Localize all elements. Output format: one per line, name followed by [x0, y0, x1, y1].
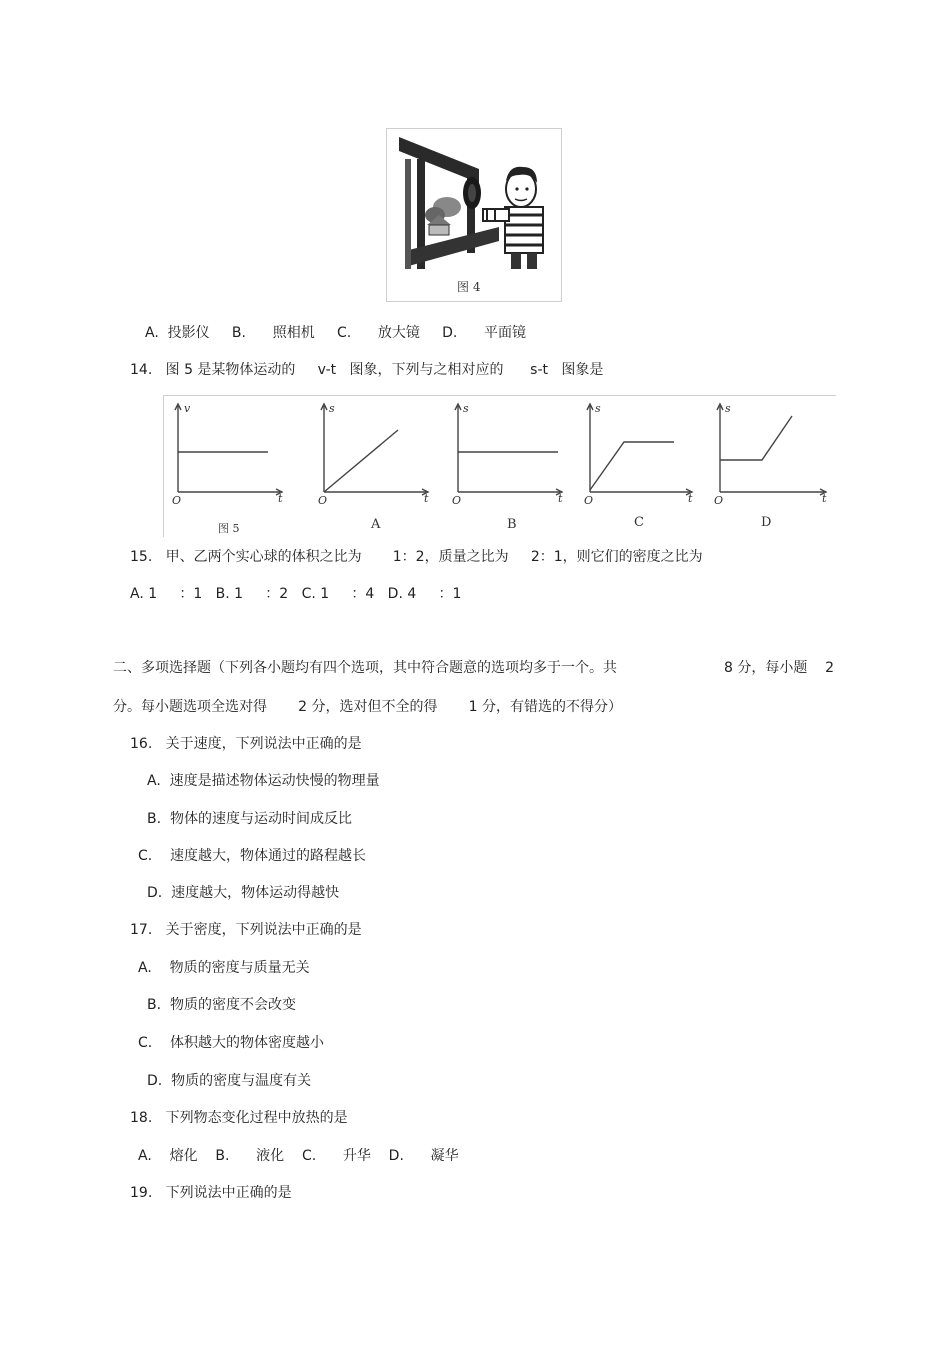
d-origin: O: [714, 494, 724, 507]
b-xlabel: t: [558, 492, 563, 505]
q16-stem: 16. 关于速度，下列说法中正确的是: [130, 736, 362, 752]
panel-a-axes: [321, 404, 428, 495]
q18-stem: 18. 下列物态变化过程中放热的是: [130, 1110, 348, 1126]
c-line: [590, 442, 674, 490]
vt-origin: O: [172, 494, 182, 507]
c-ylabel: s: [595, 402, 601, 415]
figure-4-illustration: [387, 129, 561, 301]
panel-d-label: D: [761, 515, 772, 530]
d-line: [720, 416, 792, 460]
q16-option-b: B. 物体的速度与运动时间成反比: [147, 811, 352, 827]
figure-5-graphs: [164, 396, 837, 538]
q17-option-c: C. 体积越大的物体密度越小: [138, 1035, 325, 1051]
a-origin: O: [318, 494, 328, 507]
a-ylabel: s: [329, 402, 335, 415]
vt-ylabel: v: [184, 402, 191, 415]
section2-line1-left: 二、多项选择题（下列各小题均有四个选项，其中符合题意的选项均多于一个。共: [113, 660, 617, 676]
figure-5: [163, 395, 836, 537]
a-linear-line: [324, 430, 398, 492]
b-origin: O: [452, 494, 462, 507]
panel-c-axes: [587, 404, 692, 495]
panel-vt-axes: [175, 404, 282, 495]
section2-line1-right: 8 分，每小题 2: [724, 660, 835, 676]
c-origin: O: [584, 494, 594, 507]
q17-option-b: B. 物质的密度不会改变: [147, 997, 296, 1013]
a-xlabel: t: [424, 492, 429, 505]
q15-stem: 15. 甲、乙两个实心球的体积之比为 1：2，质量之比为 2：1，则它们的密度之比为: [130, 549, 703, 565]
q16-option-a: A. 速度是描述物体运动快慢的物理量: [147, 773, 380, 789]
d-xlabel: t: [822, 492, 827, 505]
b-ylabel: s: [463, 402, 469, 415]
vt-xlabel: t: [278, 492, 283, 505]
q19-stem: 19. 下列说法中正确的是: [130, 1185, 292, 1201]
q17-stem: 17. 关于密度，下列说法中正确的是: [130, 922, 362, 938]
q14-stem: 14. 图 5 是某物体运动的 v-t 图象，下列与之相对应的 s-t 图象是: [130, 362, 604, 378]
q16-option-c: C. 速度越大，物体通过的路程越长: [138, 848, 367, 864]
figure-4-caption: 图 4: [457, 280, 481, 294]
section2-line2: 分。每小题选项全选对得 2 分，选对但不全的得 1 分，有错选的不得分）: [113, 699, 623, 715]
figure-4: [386, 128, 562, 302]
figure-5-caption: 图 5: [218, 522, 240, 535]
q17-option-d: D. 物质的密度与温度有关: [147, 1073, 312, 1089]
d-ylabel: s: [725, 402, 731, 415]
panel-c-label: C: [634, 515, 644, 530]
q16-option-d: D. 速度越大，物体运动得越快: [147, 885, 340, 901]
c-xlabel: t: [688, 492, 693, 505]
panel-a-label: A: [371, 517, 381, 532]
q18-options: A. 熔化 B. 液化 C. 升华 D. 凝华: [138, 1148, 459, 1164]
q17-option-a: A. 物质的密度与质量无关: [138, 960, 310, 976]
q13-options: A. 投影仪 B. 照相机 C. 放大镜 D. 平面镜: [145, 325, 527, 341]
panel-d-axes: [717, 404, 826, 495]
panel-b-label: B: [507, 517, 517, 532]
q15-options: A. 1 ：1 B. 1 ：2 C. 1 ：4 D. 4 ：1: [130, 586, 462, 602]
panel-b-axes: [455, 404, 562, 495]
